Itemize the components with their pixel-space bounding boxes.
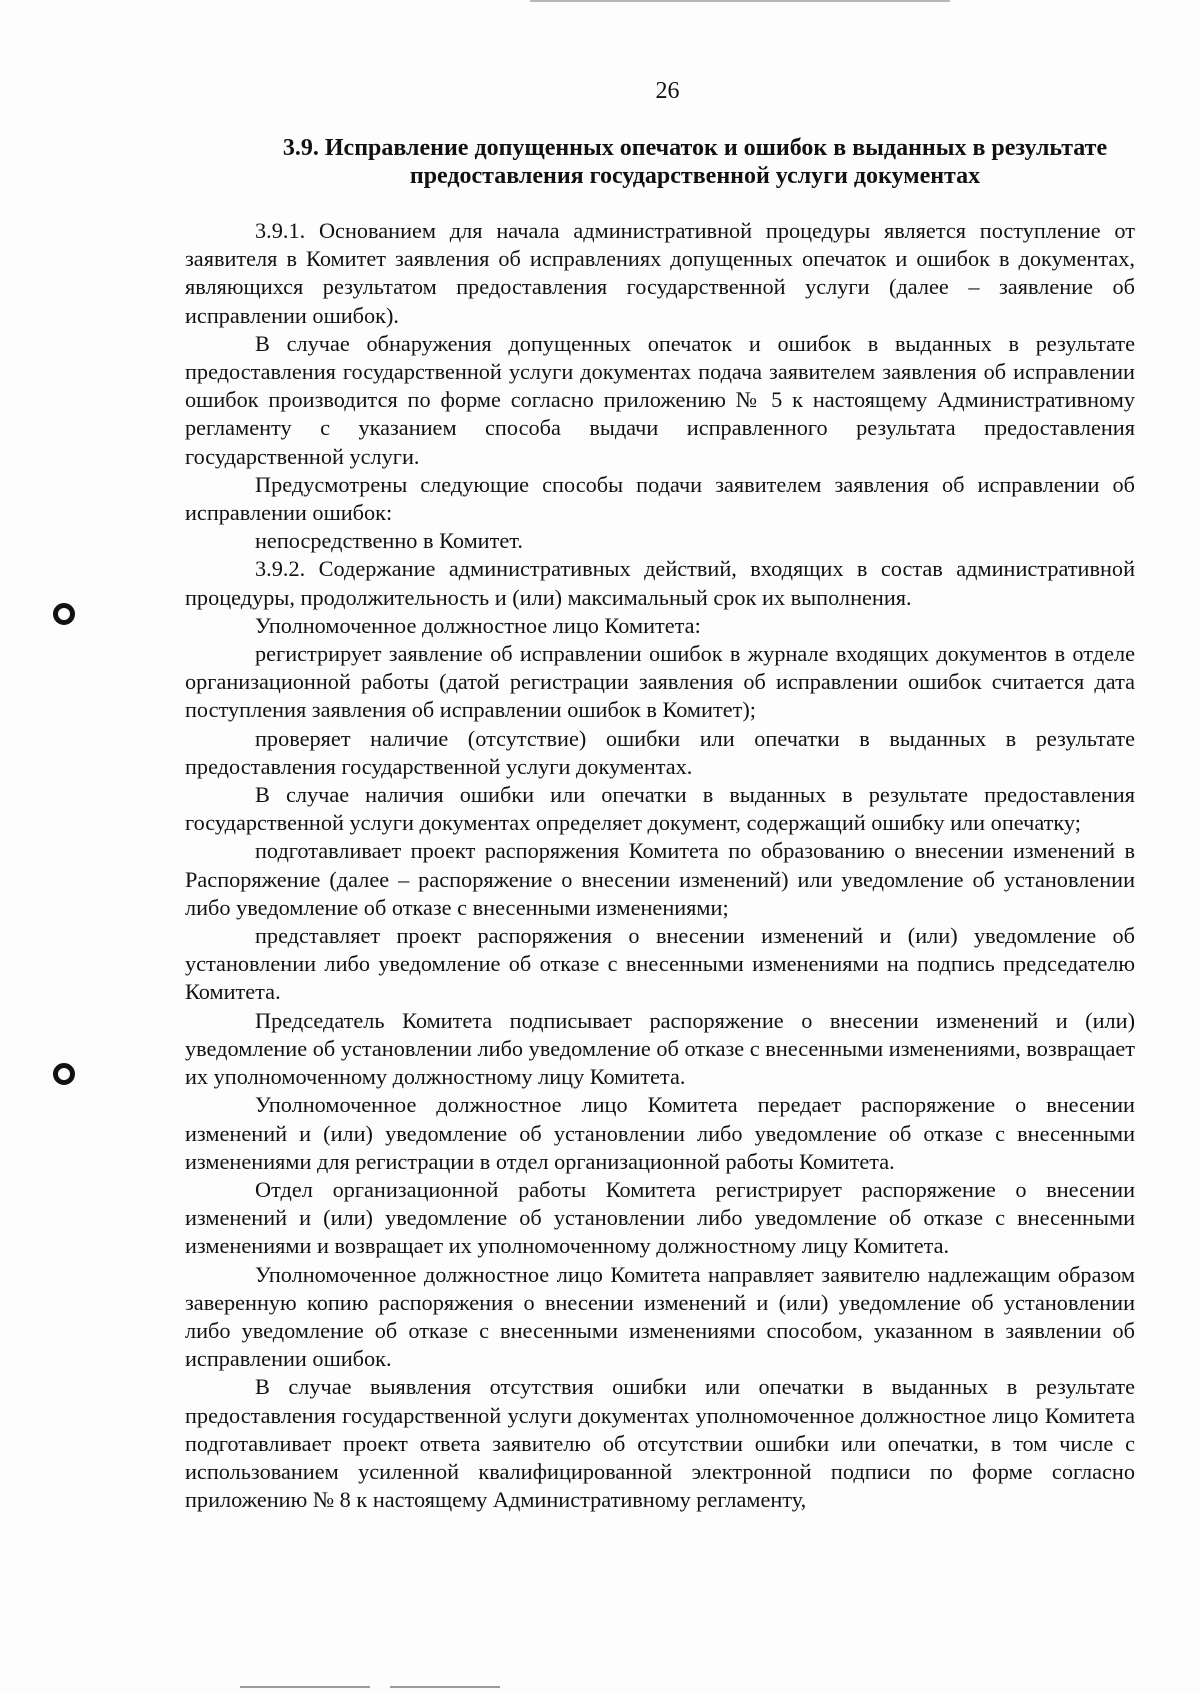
paragraph: В случае обнаружения допущенных опечаток и ошибок в выданных в результате предоставления государственной услуги документах подача заявителем заявления об исправлении ошибок производится по форме согласно приложению № 5 к настоящему Административному регламенту с указанием способа выдачи исправленного результата предоставления государственной услуги.	[185, 330, 1135, 469]
paragraph: представляет проект распоряжения о внесении изменений и (или) уведомление об установлении либо уведомление об отказе с внесенными изменениями на подпись председателю Комитета.	[185, 923, 1135, 1005]
punch-hole-icon	[53, 1063, 75, 1085]
section-heading	[240, 134, 1150, 190]
paragraph: непосредственно в Комитет.	[255, 528, 523, 554]
section-heading-line: предоставления государственной услуги документах	[409, 163, 981, 189]
paragraph: Предусмотрены следующие способы подачи заявителем заявления об исправлении об исправлении ошибок:	[185, 471, 1135, 526]
scan-edge-mark	[390, 1686, 500, 1688]
paragraph: проверяет наличие (отсутствие) ошибки или опечатки в выданных в результате предоставления государственной услуги документах.	[185, 725, 1135, 779]
paragraph: подготавливает проект распоряжения Комитета по образованию о внесении изменений в Распоряжение (далее – распоряжение о внесении изменений) или уведомление об установлении либо уведомление об отказе с внесенными изменениями;	[185, 838, 1135, 920]
paragraph: В случае выявления отсутствия ошибки или опечатки в выданных в результате предоставления государственной услуги документах уполномоченное должностное лицо Комитета подготавливает проект ответа заявителю об отсутствии ошибки или опечатки, в том числе с использованием усиленной квалифицированной электронной подписи по форме согласно приложению № 8 к настоящему Административному регламенту,	[185, 1374, 1135, 1513]
paragraph: Отдел организационной работы Комитета регистрирует распоряжение о внесении изменений и (или) уведомление об установлении либо уведомление об отказе с внесенными изменениями и возвращает их уполномоченному должностному лицу Комитета.	[185, 1176, 1135, 1259]
paragraph: Председатель Комитета подписывает распоряжение о внесении изменений и (или) уведомление об установлении либо уведомление об отказе с внесенными изменениями, возвращает их уполномоченному должностному лицу Комитета.	[185, 1007, 1135, 1090]
paragraph: 3.9.2. Содержание административных действий, входящих в состав административной процедуры, продолжительность и (или) максимальный срок их выполнения.	[185, 556, 1135, 610]
page-number: 26	[655, 78, 680, 104]
paragraph: 3.9.1. Основанием для начала административной процедуры является поступление от заявителя в Комитет заявления об исправлениях допущенных опечаток и ошибок в документах, являющихся результатом предоставления государственной услуги (далее – заявление об исправлении ошибок).	[185, 218, 1135, 328]
paragraph: регистрирует заявление об исправлении ошибок в журнале входящих документов в отделе организационной работы (датой регистрации заявления об исправлении ошибок считается дата поступления заявления об исправлении ошибок в Комитет);	[185, 641, 1135, 723]
paragraph: Уполномоченное должностное лицо Комитета передает распоряжение о внесении изменений и (или) уведомление об установлении либо уведомление об отказе с внесенными изменениями для регистрации в отдел организационной работы Комитета.	[185, 1092, 1135, 1174]
paragraph: В случае наличия ошибки или опечатки в выданных в результате предоставления государственной услуги документах определяет документ, содержащий ошибку или опечатку;	[185, 782, 1135, 836]
punch-hole-icon	[53, 603, 75, 625]
scan-edge-mark	[240, 1686, 370, 1688]
section-body	[185, 217, 1135, 1514]
scan-edge-mark	[530, 0, 950, 2]
paragraph: Уполномоченное должностное лицо Комитета направляет заявителю надлежащим образом заверенную копию распоряжения о внесении изменений и (или) уведомление об установлении либо уведомление об отказе с внесенными изменениями способом, указанном в заявлении об исправлении ошибок.	[185, 1261, 1135, 1372]
section-heading-line: 3.9. Исправление допущенных опечаток и ошибок в выданных в результате	[282, 135, 1108, 161]
paragraph: Уполномоченное должностное лицо Комитета:	[255, 612, 701, 638]
